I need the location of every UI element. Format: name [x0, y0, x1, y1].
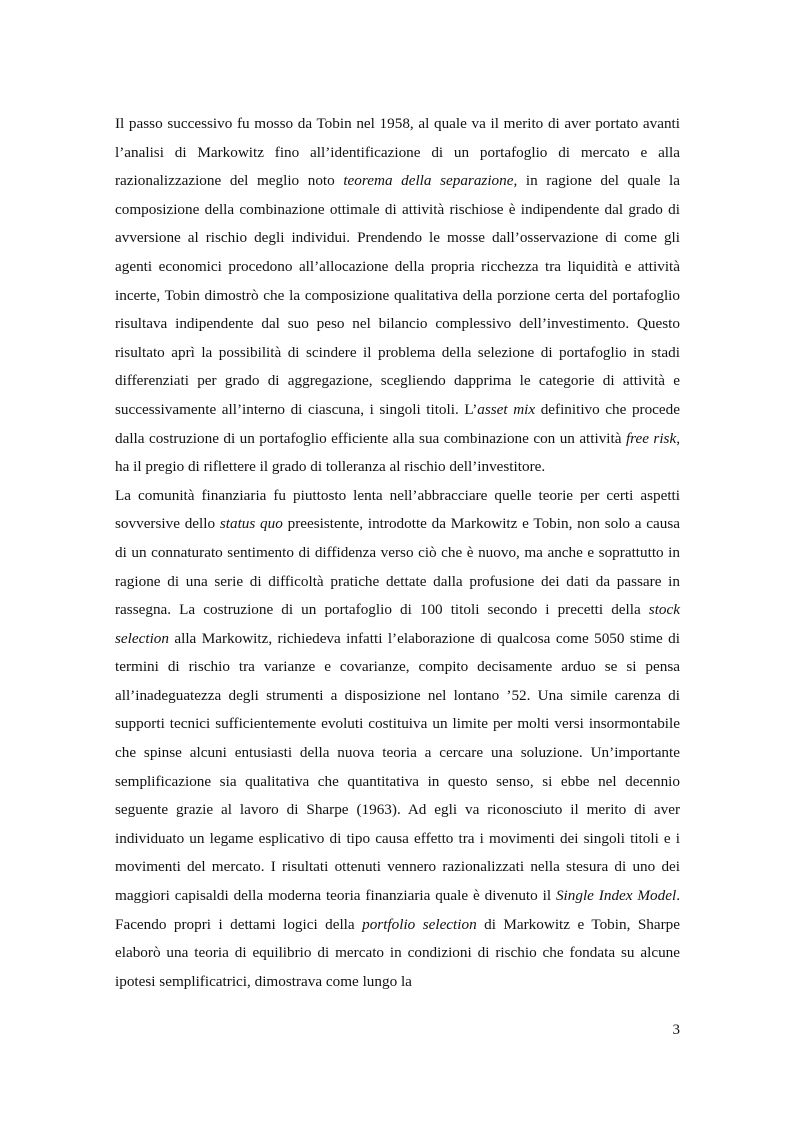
text-run-italic: free risk [625, 429, 677, 447]
page-number: 3 [672, 1022, 680, 1038]
text-run: , ha il pregio di riflettere il grado di tolleranza al rischio dell’investitore. [115, 429, 680, 476]
paragraph-tobin [115, 110, 680, 482]
text-run-italic: Single Index Model [555, 887, 677, 905]
text-run-italic: teorema della separazione [343, 172, 514, 190]
text-run: La comunità finanziaria fu piuttosto lenta nell’abbracciare quelle teorie per certi aspetti sovversive dello [115, 486, 680, 533]
text-run: preesistente, introdotte da Markowitz e Tobin, non solo a causa di un connaturato sentimento di diffidenza verso ciò che è nuovo, ma anche e soprattutto in ragione di una serie di difficoltà pratiche dettate dalla profusione dei dati da passare in rassegna. La costruzione di un portafoglio di 100 titoli secondo i precetti della [115, 515, 680, 619]
paragraph-sharpe [115, 482, 680, 997]
text-run: Il passo successivo fu mosso da Tobin nel 1958, al quale va il merito di aver portato avanti l’analisi di Markowitz fino all’identificazione di un portafoglio di mercato e alla razionalizzazione del meglio noto [115, 115, 680, 190]
page-body [115, 110, 680, 996]
text-run-italic: asset mix [477, 400, 536, 418]
text-run-italic: status quo [219, 515, 283, 533]
text-run: di Markowitz e Tobin, Sharpe elaborò una teoria di equilibrio di mercato in condizioni di rischio che fondata su alcune ipotesi semplificatrici, dimostrava come lungo la [115, 915, 680, 990]
text-run: , in ragione del quale la composizione della combinazione ottimale di attività rischiose è indipendente dal grado di avversione al rischio degli individui. Prendendo le mosse dall’osservazione di come gli agenti economici procedono all’allocazione della propria ricchezza tra liquidità e attività incerte, Tobin dimostrò che la composizione qualitativa della porzione certa del portafoglio risultava indipendente dal suo peso nel bilancio complessivo dell’investimento. Questo risultato aprì la possibilità di scindere il problema della selezione di portafoglio in stadi differenziati per grado di aggregazione, scegliendo dapprima le categorie di attività e successivamente all’interno di ciascuna, i singoli titoli. L’ [115, 172, 680, 418]
text-run-italic: stock selection [115, 601, 680, 647]
text-run: . Facendo propri i dettami logici della [115, 887, 680, 933]
text-run-italic: portfolio selection [362, 915, 477, 933]
text-run: definitivo che procede dalla costruzione di un portafoglio efficiente alla sua combinazione con un attività [115, 400, 681, 447]
text-run: alla Markowitz, richiedeva infatti l’elaborazione di qualcosa come 5050 stime di termini di rischio tra varianze e covarianze, compito decisamente arduo se si pensa all’inadeguatezza degli strumenti a disposizione nel lontano ’52. Una simile carenza di supporti tecnici sufficientemente evoluti costituiva un limite per molti versi insormontabile che spinse alcuni entusiasti della nuova teoria a cercare una soluzione. Un’importante semplificazione sia qualitativa che quantitativa in questo senso, si ebbe nel decennio seguente grazie al lavoro di Sharpe (1963). Ad egli va riconosciuto il merito di aver individuato un legame esplicativo di tipo causa effetto tra i movimenti dei singoli titoli e i movimenti del mercato. I risultati ottenuti vennero razionalizzati nella stesura di uno dei maggiori capisaldi della moderna teoria finanziaria quale è divenuto il [115, 629, 680, 905]
